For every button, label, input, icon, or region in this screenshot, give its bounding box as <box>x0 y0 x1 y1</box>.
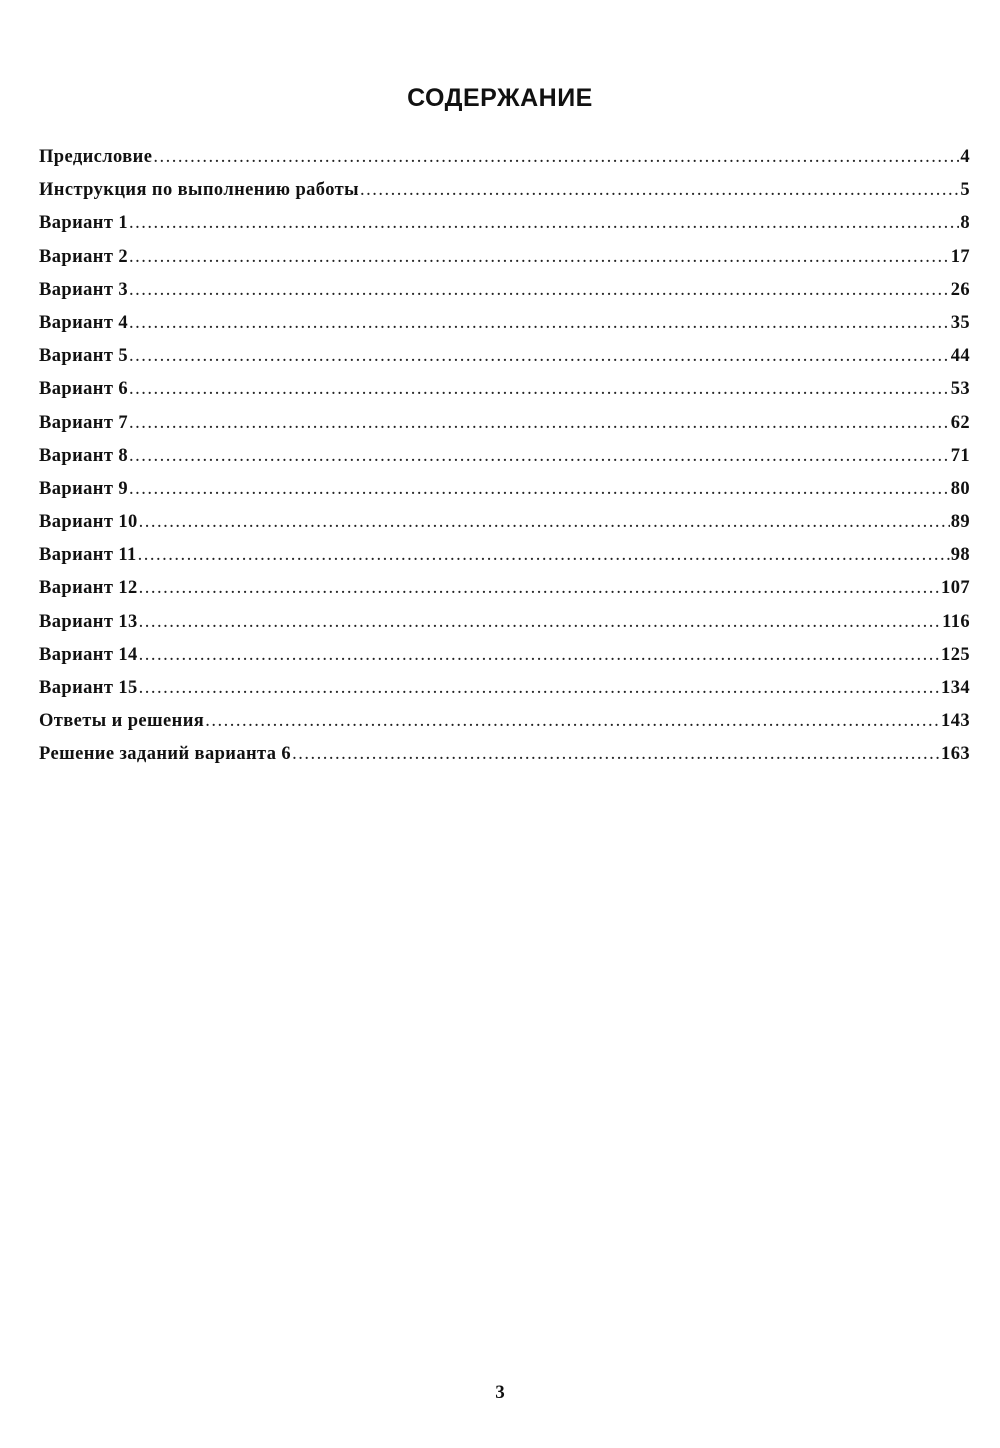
toc-leader-dots <box>129 379 950 400</box>
toc-entry-label: Вариант 11 <box>39 545 137 566</box>
toc-entry <box>39 346 970 379</box>
toc-leader-dots <box>129 213 959 234</box>
toc-entry-page: 116 <box>942 611 970 632</box>
toc-entry <box>39 413 970 446</box>
toc-entry-label: Вариант 14 <box>39 644 138 665</box>
toc-entry-page: 8 <box>960 213 970 234</box>
toc-leader-dots <box>139 612 941 633</box>
toc-entry-page: 125 <box>941 644 970 665</box>
toc-entry-label: Вариант 1 <box>39 213 129 234</box>
toc-entry-label: Вариант 3 <box>39 279 129 300</box>
toc-entry-label: Вариант 5 <box>39 346 129 367</box>
toc-entry <box>39 678 970 711</box>
toc-entry <box>39 280 970 313</box>
toc-entry-label: Вариант 15 <box>39 678 138 698</box>
toc-entry <box>39 446 970 479</box>
toc-leader-dots <box>360 180 959 201</box>
toc-leader-dots <box>129 446 950 467</box>
toc-entry <box>39 744 970 777</box>
toc-entry-page: 44 <box>950 346 970 367</box>
toc-leader-dots <box>153 147 959 168</box>
table-of-contents <box>39 147 970 778</box>
toc-entry-page: 5 <box>960 180 970 201</box>
toc-leader-dots <box>129 280 950 301</box>
toc-leader-dots <box>139 645 940 666</box>
toc-entry-page: 98 <box>950 545 970 566</box>
toc-entry-page: 4 <box>960 147 970 167</box>
toc-leader-dots <box>139 578 940 599</box>
page-title: СОДЕРЖАНИЕ <box>407 84 593 112</box>
toc-entry-label: Вариант 13 <box>39 611 138 632</box>
toc-entry <box>39 247 970 280</box>
toc-entry-page: 89 <box>950 512 970 533</box>
toc-entry-label: Ответы и решения <box>39 711 205 732</box>
toc-entry-page: 17 <box>950 246 970 267</box>
toc-leader-dots <box>129 413 950 434</box>
toc-entry-label: Предисловие <box>39 147 153 167</box>
toc-entry-page: 134 <box>941 678 970 698</box>
toc-entry <box>39 578 970 611</box>
toc-leader-dots <box>129 346 950 367</box>
toc-entry <box>39 379 970 412</box>
toc-entry-page: 26 <box>950 279 970 300</box>
toc-entry <box>39 180 970 213</box>
toc-entry-label: Вариант 6 <box>39 379 129 400</box>
toc-entry-page: 35 <box>950 312 970 333</box>
toc-leader-dots <box>129 247 950 268</box>
toc-entry-label: Вариант 7 <box>39 412 129 433</box>
toc-entry <box>39 147 970 180</box>
toc-entry-label: Вариант 9 <box>39 478 129 499</box>
toc-entry-label: Вариант 12 <box>39 578 138 599</box>
toc-leader-dots <box>138 545 950 566</box>
toc-leader-dots <box>139 512 950 533</box>
toc-entry-label: Вариант 10 <box>39 512 138 533</box>
toc-entry-page: 143 <box>941 711 970 732</box>
toc-entry <box>39 711 970 744</box>
toc-leader-dots <box>139 678 940 699</box>
toc-entry-page: 53 <box>950 379 970 400</box>
toc-entry <box>39 612 970 645</box>
toc-leader-dots <box>129 313 950 334</box>
toc-entry <box>39 545 970 578</box>
toc-entry-page: 62 <box>950 412 970 433</box>
page-number: 3 <box>495 1382 505 1403</box>
toc-entry-page: 80 <box>950 478 970 499</box>
toc-entry-label: Вариант 8 <box>39 445 129 466</box>
toc-entry-label: Вариант 4 <box>39 312 129 333</box>
toc-entry-label: Решение заданий варианта 6 <box>39 744 292 765</box>
toc-entry-label: Вариант 2 <box>39 246 129 267</box>
toc-entry <box>39 313 970 346</box>
toc-entry-label: Инструкция по выполнению работы <box>39 180 359 201</box>
toc-entry <box>39 479 970 512</box>
toc-leader-dots <box>205 711 940 732</box>
toc-entry-page: 107 <box>941 578 970 599</box>
toc-leader-dots <box>129 479 950 500</box>
toc-entry-page: 163 <box>941 744 970 765</box>
toc-entry-page: 71 <box>950 445 970 466</box>
toc-leader-dots <box>292 744 940 765</box>
toc-entry <box>39 645 970 678</box>
toc-entry <box>39 213 970 246</box>
toc-entry <box>39 512 970 545</box>
